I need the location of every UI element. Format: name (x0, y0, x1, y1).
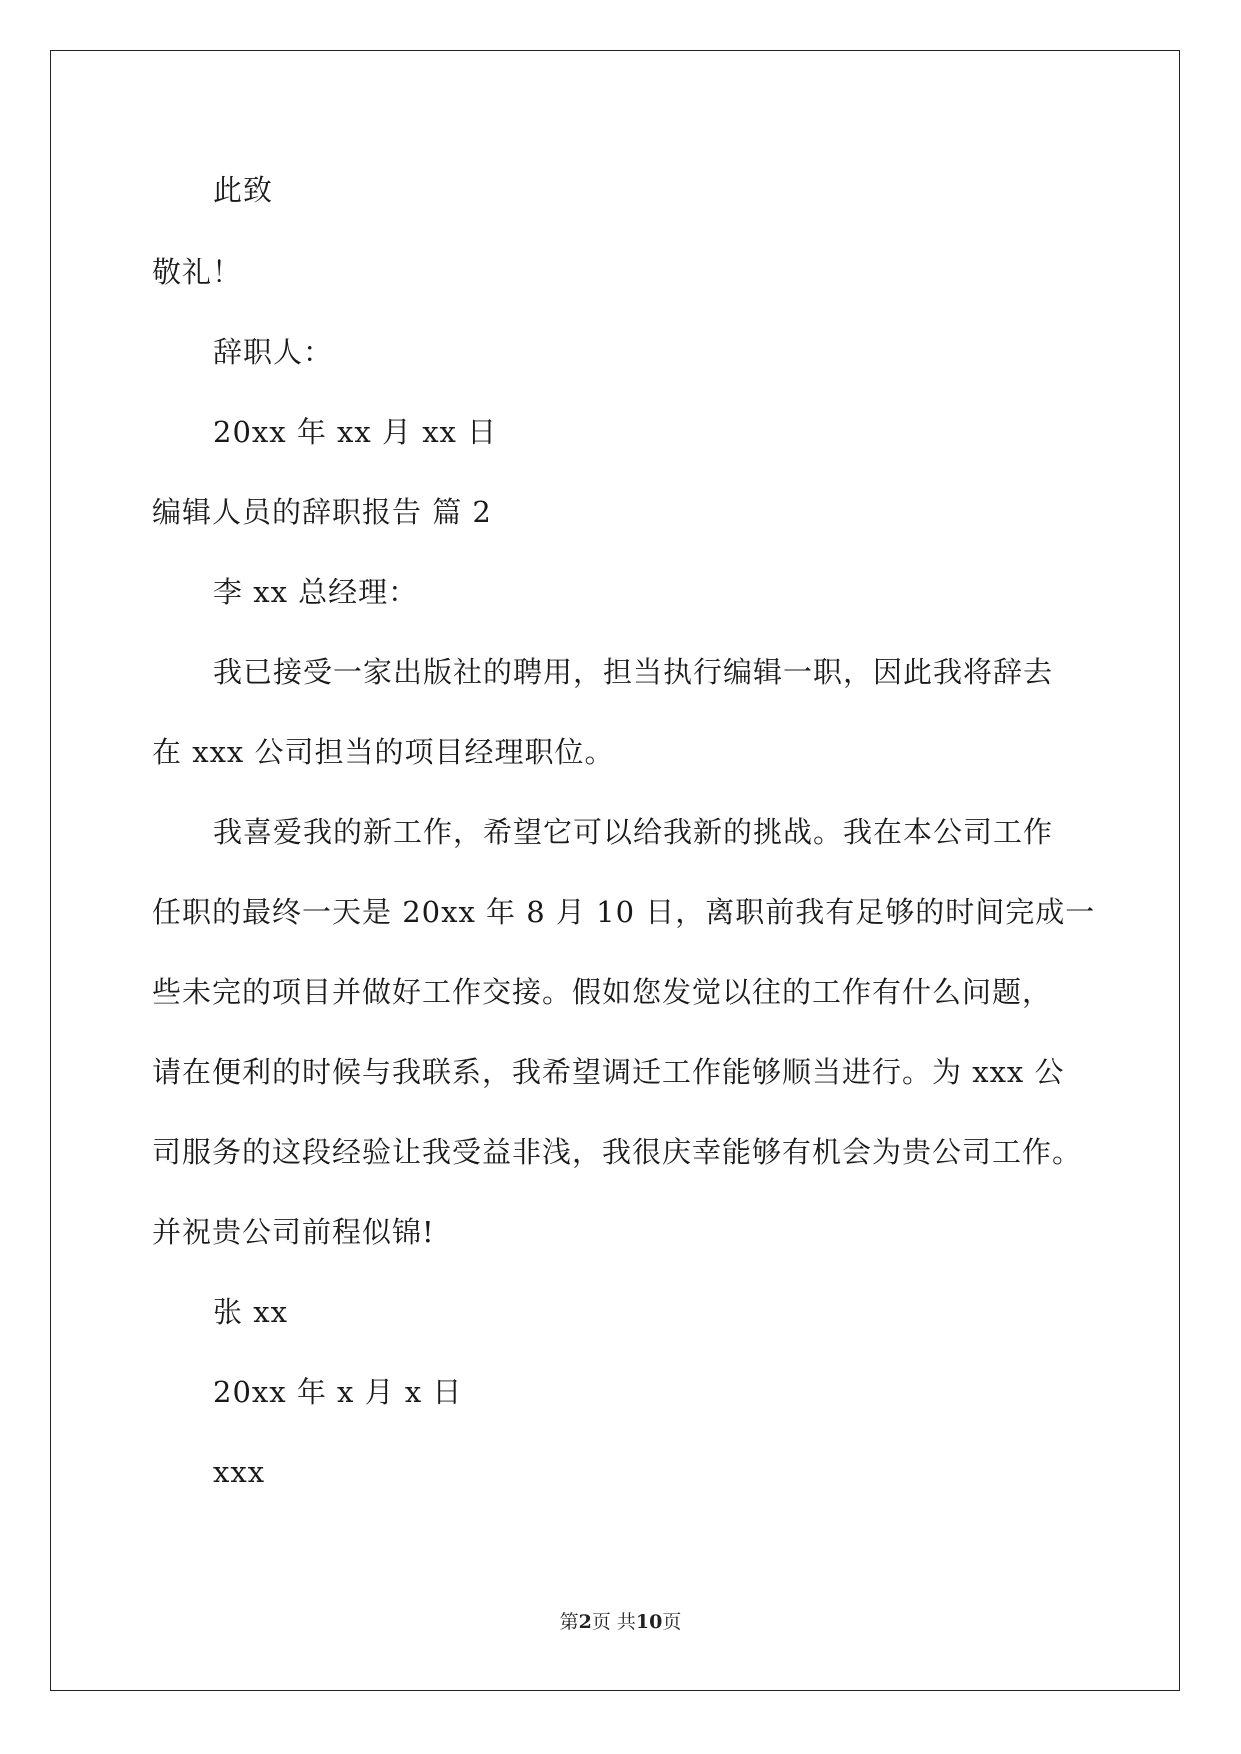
paragraph-line: 些未完的项目并做好工作交接。假如您发觉以往的工作有什么问题， (152, 975, 1053, 1009)
page-prefix: 第 (559, 1611, 579, 1633)
resigner-label: 辞职人： (213, 335, 334, 369)
paragraph-line: 在 xxx 公司担当的项目经理职位。 (152, 735, 615, 769)
page-mid: 页 共 (591, 1611, 636, 1633)
paragraph-line: 我已接受一家出版社的聘用，担当执行编辑一职，因此我将辞去 (213, 655, 1054, 689)
signature-name: 张 xx (213, 1295, 288, 1329)
page-current: 2 (578, 1611, 592, 1633)
date-line: 20xx 年 xx 月 xx 日 (213, 415, 498, 449)
closing-regards: 敬礼！ (152, 255, 243, 289)
closing-salutation: 此致 (213, 173, 274, 207)
paragraph-line: 请在便利的时候与我联系，我希望调迁工作能够顺当进行。为 xxx 公 (152, 1055, 1065, 1089)
page-border (50, 50, 1180, 1691)
section-title: 编辑人员的辞职报告 篇 2 (152, 495, 492, 529)
page-suffix: 页 (662, 1611, 682, 1633)
paragraph-line: 任职的最终一天是 20xx 年 8 月 10 日，离职前我有足够的时间完成一 (152, 895, 1096, 929)
signature-date: 20xx 年 x 月 x 日 (213, 1375, 463, 1409)
signature-extra: xxx (213, 1455, 266, 1489)
page-footer (0, 1610, 1241, 1634)
paragraph-line: 司服务的这段经验让我受益非浅，我很庆幸能够有机会为贵公司工作。 (152, 1135, 1083, 1169)
page-total: 10 (635, 1611, 663, 1633)
paragraph-line: 并祝贵公司前程似锦! (152, 1215, 435, 1249)
paragraph-line: 我喜爱我的新工作，希望它可以给我新的挑战。我在本公司工作 (213, 815, 1054, 849)
recipient-line: 李 xx 总经理： (213, 575, 419, 609)
